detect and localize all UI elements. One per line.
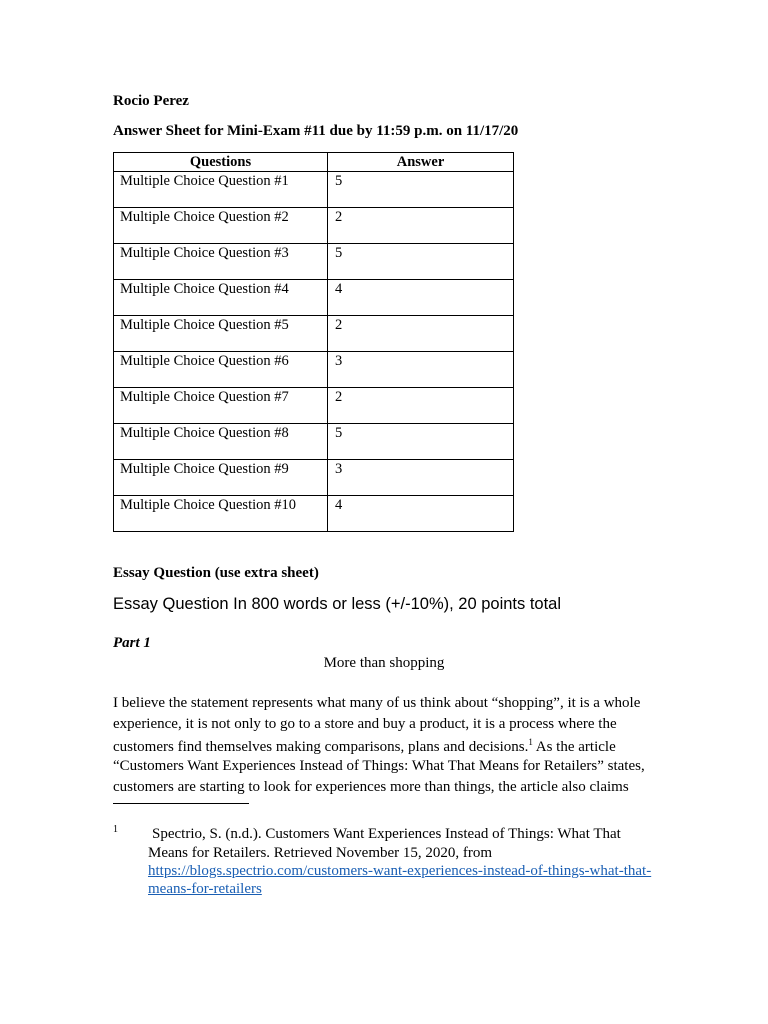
footnote-link[interactable]: https://blogs.spectrio.com/customers-want-experiences-instead-of-things-what-that- — [148, 863, 652, 879]
footnote-reference[interactable]: 1 — [528, 737, 533, 747]
essay-title: More than shopping — [323, 655, 445, 671]
question-cell: Multiple Choice Question #4 — [114, 280, 328, 316]
question-cell: Multiple Choice Question #9 — [114, 460, 328, 496]
answer-cell: 2 — [328, 208, 514, 244]
table-row — [114, 388, 514, 424]
essay-heading: Essay Question (use extra sheet) — [113, 565, 319, 581]
question-cell: Multiple Choice Question #5 — [114, 316, 328, 352]
question-cell: Multiple Choice Question #2 — [114, 208, 328, 244]
question-cell: Multiple Choice Question #8 — [114, 424, 328, 460]
answer-cell: 5 — [328, 424, 514, 460]
footnote-text: Spectrio, S. (n.d.). Customers Want Experiences Instead of Things: What That — [152, 826, 621, 842]
table-row — [114, 244, 514, 280]
footnote-link[interactable]: means-for-retailers — [148, 881, 262, 897]
author-name: Rocio Perez — [113, 93, 189, 109]
footnote-marker: 1 — [113, 824, 118, 835]
table-row — [114, 352, 514, 388]
table-header-row — [114, 153, 514, 172]
essay-prompt: Essay Question In 800 words or less (+/-10%), 20 points total — [113, 595, 562, 613]
table-row — [114, 208, 514, 244]
body-paragraph-line: experience, it is not only to go to a store and buy a product, it is a process where the — [113, 716, 617, 732]
table-row — [114, 424, 514, 460]
body-paragraph-line: I believe the statement represents what many of us think about “shopping”, it is a whole — [113, 695, 641, 711]
answer-cell: 3 — [328, 352, 514, 388]
answer-cell: 2 — [328, 316, 514, 352]
answer-cell: 5 — [328, 244, 514, 280]
question-cell: Multiple Choice Question #1 — [114, 172, 328, 208]
body-text: customers find themselves making comparisons, plans and decisions. — [113, 739, 529, 755]
table-row — [114, 496, 514, 532]
table-row — [114, 280, 514, 316]
question-cell: Multiple Choice Question #3 — [114, 244, 328, 280]
answer-table — [113, 152, 514, 532]
part-label: Part 1 — [113, 635, 151, 651]
body-text: As the article — [532, 739, 616, 755]
question-cell: Multiple Choice Question #7 — [114, 388, 328, 424]
answer-cell: 5 — [328, 172, 514, 208]
body-paragraph-line: “Customers Want Experiences Instead of Things: What That Means for Retailers” states, — [113, 758, 645, 774]
table-row — [114, 460, 514, 496]
header-questions: Questions — [114, 153, 328, 172]
answer-cell: 4 — [328, 496, 514, 532]
answer-cell: 3 — [328, 460, 514, 496]
body-paragraph-line — [113, 737, 616, 756]
question-cell: Multiple Choice Question #10 — [114, 496, 328, 532]
question-cell: Multiple Choice Question #6 — [114, 352, 328, 388]
answer-cell: 4 — [328, 280, 514, 316]
answer-sheet-title: Answer Sheet for Mini-Exam #11 due by 11:59 p.m. on 11/17/20 — [113, 123, 519, 139]
table-row — [114, 172, 514, 208]
footnote-separator — [113, 803, 249, 804]
table-row — [114, 316, 514, 352]
body-paragraph-line: customers are starting to look for experiences more than things, the article also claims — [113, 779, 629, 795]
answer-cell: 2 — [328, 388, 514, 424]
footnote-text: Means for Retailers. Retrieved November 15, 2020, from — [148, 845, 493, 861]
header-answer: Answer — [328, 153, 514, 172]
